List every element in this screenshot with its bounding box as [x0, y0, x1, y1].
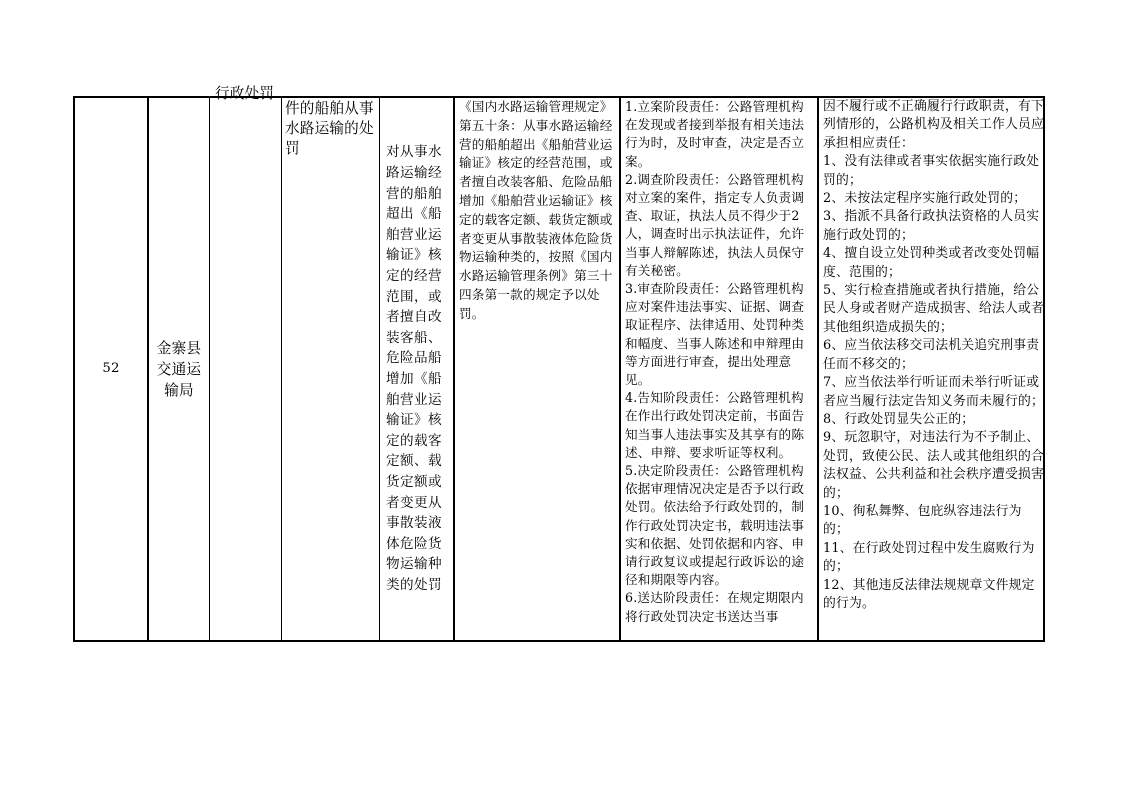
duties-text: 1.立案阶段责任：公路管理机构在发现或者接到举报有相关违法行为时，及时审查，决定是否立案。 2.调查阶段责任：公路管理机构对立案的案件，指定专人负责调查、取证，执法人员不得少于2人，调查时出示执法证件，允许当事人辩解陈述，执法人员保守有关秘密。 3.审查阶段责任：公路管理机构应对案件违法事实、证据、调查取证程序、法律适用、处罚种类和幅度、当事人陈述和申辩理由等方面进行审查，提出处理意见。 4.告知阶段责任：公路管理机构在作出行政处罚决定前，书面告知当事人违法事实及其享有的陈述、申辩、要求听证等权利。 5.决定阶段责任：公路管理机构依据审理情况决定是否予以行政处罚。依法给予行政处罚的，制作行政处罚决定书，载明违法事实和依据、处罚依据和内容、申请行政复议或提起行政诉讼的途径和期限等内容。 6.送达阶段责任：在规定期限内将行政处罚决定书送达当事 [625, 99, 805, 624]
item-name-cell [281, 98, 379, 640]
column-divider [379, 98, 380, 640]
category-cell [209, 85, 281, 640]
row-number: 52 [102, 360, 120, 376]
row-number-cell [75, 98, 147, 640]
duties-cell [621, 98, 819, 640]
basis-text: 《国内水路运输管理规定》 第五十条：从事水路运输经营的船舶超出《船舶营业运输证》核定的经营范围，或者擅自改装客船、危险品船增加《船舶营业运输证》核定的载客定额、载货定额或者变更从事散装液体危险货物运输种类的，按照《国内水路运输管理条例》第三十四条第一款的规定予以处罚。 [459, 99, 613, 321]
department-line: 金寨县 [156, 339, 202, 357]
item-name: 件的船舶从事水路运输的处罚 [285, 100, 374, 157]
basis-cell [455, 98, 621, 640]
department-line: 输局 [164, 381, 194, 399]
responsibility-table [73, 85, 1045, 642]
category-text: 行政处罚 [215, 85, 275, 102]
department-cell [149, 98, 209, 640]
content-text: 对从事水路运输经营的船舶超出《船舶营业运输证》核定的经营范围，或者擅自改装客船、危险品船增加《船舶营业运输证》核定的载客定额、载货定额或者变更从事散装液体危险货物运输种类的处罚 [386, 144, 442, 593]
liability-cell [819, 98, 1047, 640]
liability-text: 因不履行或不正确履行行政职责，有下列情形的，公路机构及相关工作人员应承担相应责任： 1、没有法律或者事实依据实施行政处罚的； 2、未按法定程序实施行政处罚的； 3、指派不具备行政执法资格的人员实施行政处罚的； 4、擅自设立处罚种类或者改变处罚幅度、范围的； 5、实行检查措施或者执行措施，给公民人身或者财产造成损害、给法人或者其他组织造成损失的； 6、应当依法移交司法机关追究刑事责任而不移交的； 7、应当依法举行听证而未举行听证或者应当履行法定告知义务而未履行的； 8、行政处罚显失公正的； 9、玩忽职守，对违法行为不予制止、处罚，致使公民、法人或其他组织的合法权益、公共利益和社会秩序遭受损害的； 10、徇私舞弊、包庇纵容违法行为的； 11、在行政处罚过程中发生腐败行为的； 12、其他违反法律法规规章文件规定的行为。 [823, 99, 1044, 611]
content-cell [381, 98, 453, 640]
department-line: 交通运 [156, 360, 202, 378]
